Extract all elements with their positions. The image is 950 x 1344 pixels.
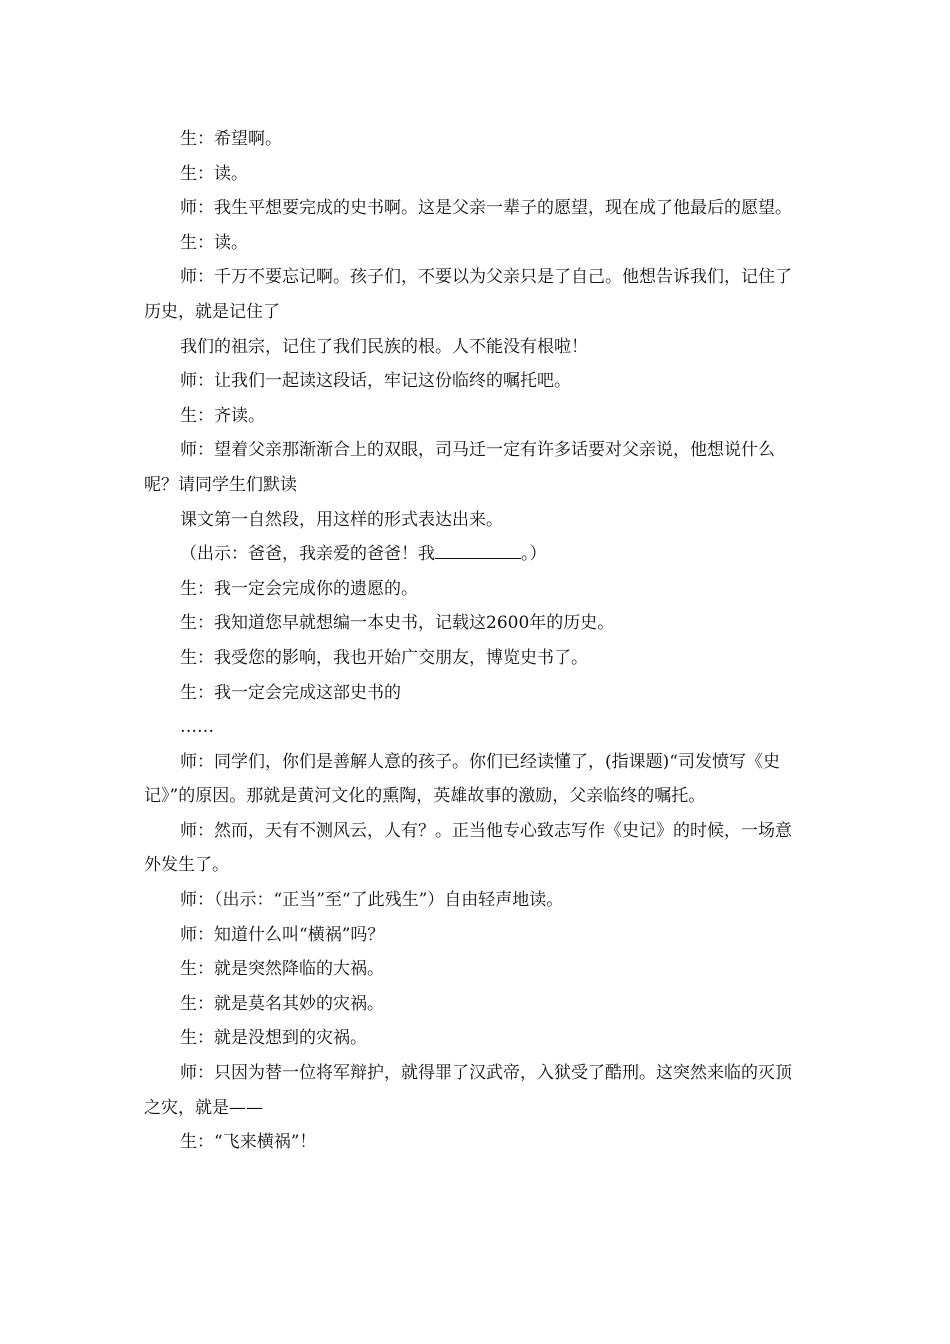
paragraph: 生：齐读。 [180,405,265,426]
paragraph: 师：望着父亲那渐渐合上的双眼，司马迁一定有许多话要对父亲说，他想说什么呢？请同学生们默读 [144,440,775,495]
paragraph: 生：就是突然降临的大祸。 [180,959,384,980]
paragraph: 师：让我们一起读这段话，牢记这份临终的嘱托吧。 [180,371,571,392]
paragraph: 生：希望啊。 [180,129,282,149]
prompt-line [144,537,808,572]
fill-in-blank [435,540,521,559]
paragraph: 生：就是莫名其妙的灾祸。 [180,993,384,1014]
document-body [144,122,808,1160]
paragraph: 师：知道什么叫“横祸”吗？ [180,924,385,945]
paragraph: 师：我生平想要完成的史书啊。这是父亲一辈子的愿望，现在成了他最后的愿望。 [180,198,792,219]
paragraph: 师：（出示：“正当”至“了此残生”）自由轻声地读。 [180,890,564,911]
paragraph: 生：我受您的影响，我也开始广交朋友，博览史书了。 [180,647,588,668]
paragraph: 生：就是没想到的灾祸。 [180,1028,367,1049]
prompt-before: （出示：爸爸，我亲爱的爸爸！我 [180,544,435,565]
paragraph: 师：然而，天有不测风云，人有？。正当他专心致志写作《史记》的时候，一场意外发生了。 [144,820,792,876]
paragraph: 生：我一定会完成你的遗愿的。 [180,578,418,599]
paragraph: 生：我知道您早就想编一本史书，记载这2600年的历史。 [180,613,615,634]
paragraph: 我们的祖宗，记住了我们民族的根。人不能没有根啦！ [180,336,588,357]
paragraph: 生：读。 [180,232,248,253]
paragraph: 课文第一自然段，用这样的形式表达出来。 [180,509,503,530]
ellipsis-line: …… [180,717,214,738]
paragraph: 师：千万不要忘记啊。孩子们，不要以为父亲只是了自己。他想告诉我们，记住了历史，就是记住了 [144,267,792,322]
paragraph: 师：同学们，你们是善解人意的孩子。你们已经读懂了，(指课题)“司发愤写《史记》”的原因。那就是黄河文化的熏陶，英雄故事的激励，父亲临终的嘱托。 [144,751,780,807]
paragraph: 生：读。 [180,163,248,184]
prompt-after: 。） [521,544,547,565]
paragraph: 师：只因为替一位将军辩护，就得罪了汉武帝，入狱受了酷刑。这突然来临的灭顶之灾，就是—— [144,1063,792,1118]
paragraph: 生：“飞来横祸”！ [180,1132,317,1153]
paragraph: 生：我一定会完成这部史书的 [180,682,401,703]
